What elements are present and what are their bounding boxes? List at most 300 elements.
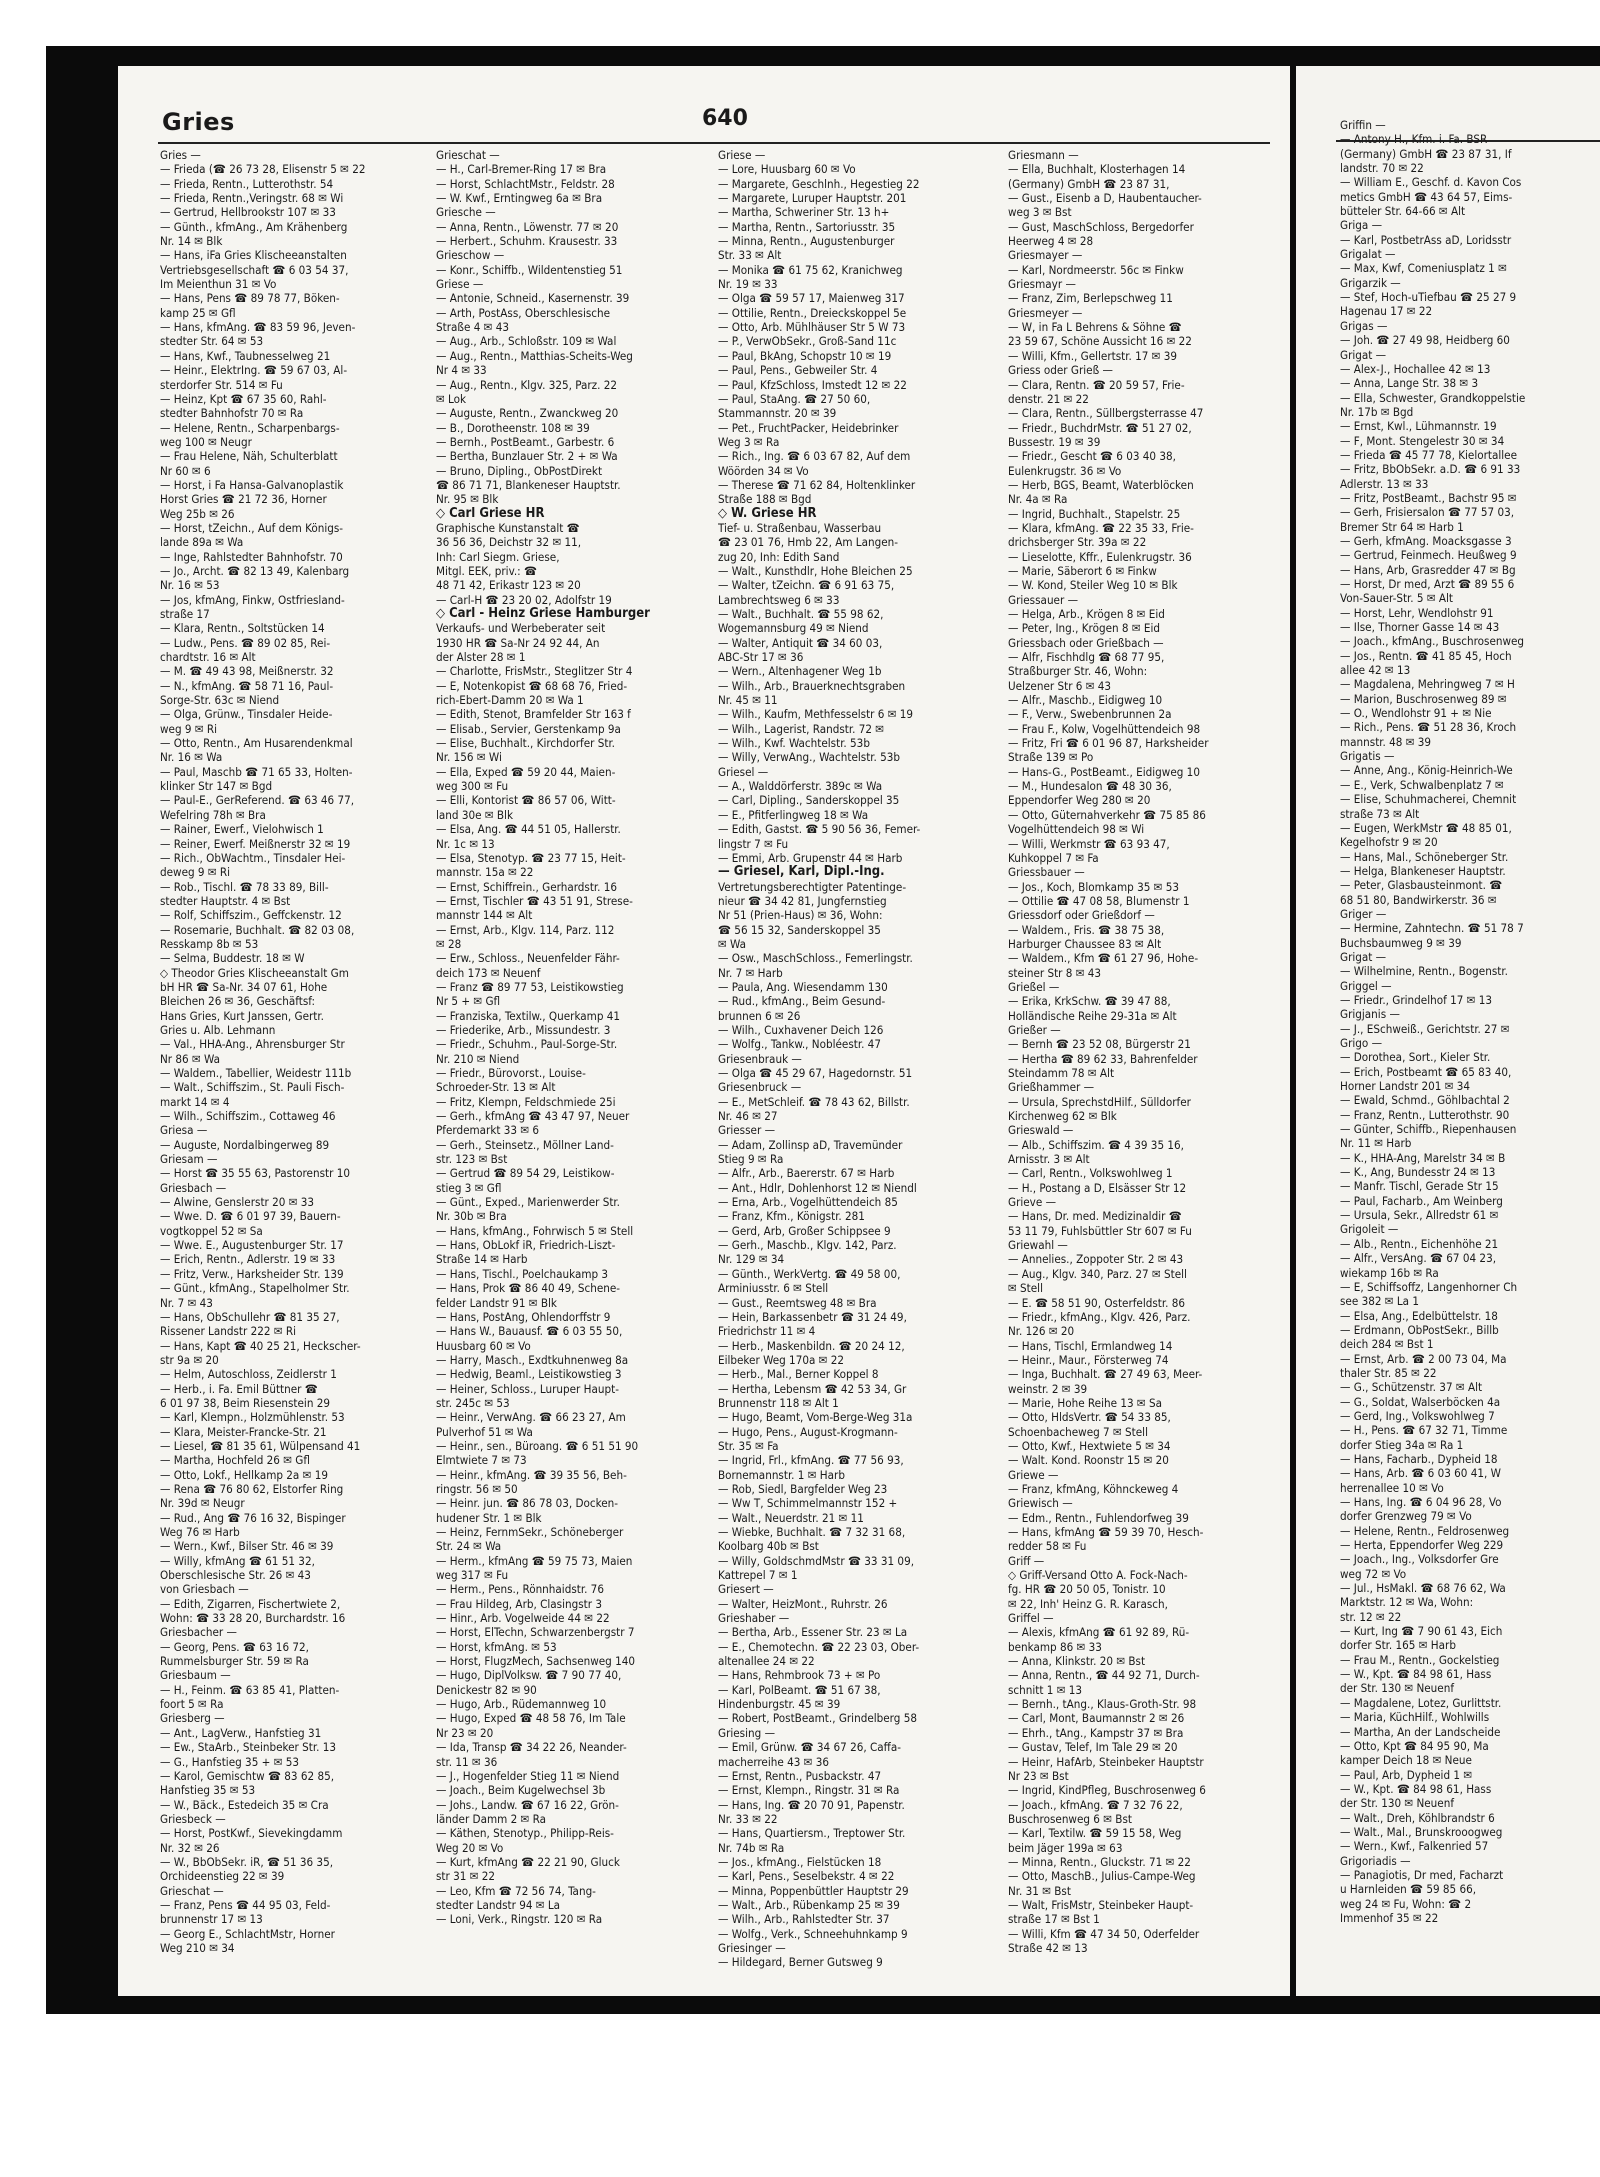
- directory-entry: zug 20, Inh: Edith Sand: [718, 549, 840, 564]
- directory-entry: Vertriebsgesellschaft ☎ 6 03 54 37,: [160, 262, 349, 277]
- directory-entry: — B., Dorotheenstr. 108 ✉ 39: [436, 420, 590, 435]
- directory-entry: — Manfr. Tischl, Gerade Str 15: [1340, 1179, 1499, 1194]
- directory-entry: — Aug., Rentn., Matthias-Scheits-Weg: [436, 348, 633, 363]
- directory-entry: — Hans, Prok ☎ 86 40 49, Schene-: [436, 1281, 621, 1296]
- directory-entry: — Ernst, Rentn., Pusbackstr. 47: [718, 1768, 882, 1783]
- directory-entry: — Martha, Rentn., Sartoriusstr. 35: [718, 219, 896, 234]
- directory-entry: Grigjanis —: [1340, 1007, 1400, 1022]
- directory-entry: — K., Ang, Bundesstr 24 ✉ 13: [1340, 1165, 1496, 1180]
- directory-entry: — Carl, Mont, Baumannstr 2 ✉ 26: [1008, 1711, 1185, 1726]
- directory-entry: — Joach., kfmAng. ☎ 7 32 76 22,: [1008, 1797, 1183, 1812]
- directory-entry: — Hans, ObLokf iR, Friedrich-Liszt-: [436, 1238, 616, 1253]
- directory-entry: — Ewald, Schmd., Göhlbachtal 2: [1340, 1093, 1510, 1108]
- directory-entry: — Franziska, Textilw., Querkamp 41: [436, 1008, 621, 1023]
- directory-entry: — Bernh., PostBeamt., Garbestr. 6: [436, 434, 615, 449]
- directory-entry: — Osw., MaschSchloss., Femerlingstr.: [718, 951, 913, 966]
- directory-entry: — Franz, Zim, Berlepschweg 11: [1008, 291, 1173, 306]
- directory-entry: — Walt., Buchhalt. ☎ 55 98 62,: [718, 607, 884, 621]
- directory-entry: — Hans, Arb. ☎ 6 03 60 41, W: [1340, 1466, 1501, 1481]
- directory-entry: — Maria, KüchHilf., Wohlwills: [1340, 1710, 1490, 1725]
- directory-entry: — Olga ☎ 45 29 67, Hagedornstr. 51: [718, 1066, 913, 1080]
- directory-entry: — Olga, Grünw., Tinsdaler Heide-: [160, 707, 333, 722]
- directory-entry: — Helm, Autoschloss, Zeidlerstr 1: [160, 1367, 337, 1382]
- directory-entry: 6 01 97 38, Beim Riesenstein 29: [160, 1395, 331, 1410]
- directory-entry: — Elsa, Stenotyp. ☎ 23 77 15, Heit-: [436, 850, 626, 865]
- directory-entry: Kirchenweg 62 ✉ Blk: [1008, 1109, 1117, 1124]
- directory-entry: Straße 188 ✉ Bgd: [718, 492, 812, 507]
- directory-entry: — Karol, Gemischtw ☎ 83 62 85,: [160, 1768, 335, 1783]
- directory-entry: — Fritz, Fri ☎ 6 01 96 87, Harksheider: [1008, 736, 1209, 751]
- directory-entry: deich 284 ✉ Bst 1: [1340, 1337, 1434, 1352]
- directory-entry: — Gust, MaschSchloss, Bergedorfer: [1008, 219, 1194, 234]
- directory-entry: Im Meienthun 31 ✉ Vo: [160, 277, 277, 292]
- directory-entry: see 382 ✉ La 1: [1340, 1294, 1419, 1309]
- directory-entry: Horner Landstr 201 ✉ 34: [1340, 1079, 1471, 1094]
- directory-entry: — Frieda, Rentn., Lutterothstr. 54: [160, 176, 334, 191]
- directory-entry: Straße 4 ✉ 43: [436, 320, 509, 335]
- directory-entry: — Edith, Stenot, Bramfelder Str 163 f: [436, 707, 631, 722]
- directory-entry: — Magdalena, Mehringweg 7 ✉ H: [1340, 677, 1515, 692]
- directory-entry: — Herm., Pens., Rönnhaidstr. 76: [436, 1582, 604, 1597]
- directory-entry: — Hans, Mal., Schöneberger Str.: [1340, 849, 1509, 864]
- directory-entry: — Hugo, Exped ☎ 48 58 76, Im Tale: [436, 1711, 626, 1726]
- directory-entry: Koolbarg 40b ✉ Bst: [718, 1539, 819, 1554]
- directory-entry: Griewe —: [1008, 1467, 1059, 1482]
- directory-entry: — Herbert., Schuhm. Krausestr. 33: [436, 234, 618, 249]
- directory-entry: — Waldem., Fris. ☎ 38 75 38,: [1008, 922, 1165, 937]
- directory-entry: der Str. 130 ✉ Neuenf: [1340, 1681, 1454, 1696]
- directory-entry: — Erw., Schloss., Neuenfelder Fähr-: [436, 951, 620, 966]
- directory-entry: — E, Notenkopist ☎ 68 68 76, Fried-: [436, 678, 628, 693]
- directory-entry: — Jos., kfmAng., Fielstücken 18: [718, 1854, 882, 1869]
- directory-entry: Rummelsburger Str. 59 ✉ Ra: [160, 1654, 309, 1669]
- directory-entry: — Horst, SchlachtMstr., Feldstr. 28: [436, 176, 615, 191]
- directory-entry: ringstr. 56 ✉ 50: [436, 1481, 518, 1496]
- directory-entry: — Willy, GoldschmdMstr ☎ 33 31 09,: [718, 1553, 915, 1568]
- directory-entry: bütteler Str. 64-66 ✉ Alt: [1340, 204, 1466, 219]
- directory-entry: Nr. 95 ✉ Blk: [436, 492, 499, 507]
- directory-entry: altenallee 24 ✉ 22: [718, 1654, 815, 1669]
- directory-entry: — Heinr., ElektrIng. ☎ 59 67 03, Al-: [160, 363, 348, 378]
- directory-entry: — Wolfg., Tankw., Nobléestr. 47: [718, 1037, 881, 1052]
- directory-entry: — Joach., Ing., Volksdorfer Gre: [1340, 1552, 1499, 1567]
- directory-entry: — Hans, Facharb., Dypheid 18: [1340, 1451, 1498, 1466]
- directory-entry: — Frau Helene, Näh, Schulterblatt: [160, 449, 338, 464]
- directory-entry: Sorge-Str. 63c ✉ Niend: [160, 693, 280, 708]
- directory-entry: — Herb., i. Fa. Emil Büttner ☎: [160, 1381, 318, 1396]
- directory-entry: — Gertrud, Feinmech. Heußweg 9: [1340, 548, 1517, 563]
- directory-entry: — Ww T, Schimmelmannstr 152 +: [718, 1496, 898, 1511]
- column-4: [1008, 148, 1284, 1976]
- directory-entry: länder Damm 2 ✉ Ra: [436, 1811, 546, 1826]
- directory-entry: — E., Pfitferlingweg 18 ✉ Wa: [718, 807, 869, 822]
- directory-entry: — Frau M., Rentn., Gockelstieg: [1340, 1652, 1500, 1667]
- directory-entry: — Emil, Grünw. ☎ 34 67 26, Caffa-: [718, 1740, 901, 1755]
- directory-entry: — Hertha ☎ 89 62 33, Bahrenfelder: [1008, 1051, 1198, 1066]
- directory-entry: — Ernst, Schiffrein., Gerhardstr. 16: [436, 879, 618, 894]
- directory-entry: Bussestr. 19 ✉ 39: [1008, 434, 1101, 449]
- directory-entry: — Otto, Kwf., Hextwiete 5 ✉ 34: [1008, 1438, 1171, 1453]
- directory-entry: Wefelring 78h ✉ Bra: [160, 807, 266, 822]
- directory-entry: — Kurt, Ing ☎ 7 90 61 43, Eich: [1340, 1624, 1503, 1639]
- directory-entry: — Rob., Tischl. ☎ 78 33 89, Bill-: [160, 879, 329, 894]
- directory-entry: Griesa —: [160, 1123, 208, 1138]
- directory-entry: Griessauer —: [1008, 592, 1079, 607]
- directory-entry: Griesmayr —: [1008, 277, 1076, 292]
- directory-entry: steiner Str 8 ✉ 43: [1008, 965, 1102, 980]
- directory-entry: — Jul., HsMakl. ☎ 68 76 62, Wa: [1340, 1581, 1506, 1596]
- directory-entry: — Elise, Schuhmacherei, Chemnit: [1340, 792, 1517, 807]
- directory-entry: — W. Kwf., Erntingweg 6a ✉ Bra: [436, 191, 603, 206]
- directory-entry: Immenhof 35 ✉ 22: [1340, 1910, 1439, 1925]
- directory-entry: — Marion, Buschrosenweg 89 ✉: [1340, 691, 1507, 706]
- directory-entry: Nr. 74b ✉ Ra: [718, 1840, 785, 1855]
- directory-entry: Nr. 14 ✉ Blk: [160, 234, 223, 249]
- directory-entry: — Paul, KfzSchloss, Imstedt 12 ✉ 22: [718, 377, 907, 392]
- directory-entry: — Alfr, Fischhdlg ☎ 68 77 95,: [1008, 650, 1165, 665]
- column-1: [160, 148, 426, 1976]
- directory-entry: Vogelhüttendeich 98 ✉ Wi: [1008, 822, 1145, 837]
- directory-entry: — Hugo, Beamt, Vom-Berge-Weg 31a: [718, 1410, 913, 1425]
- directory-entry: — Günth., WerkVertg. ☎ 49 58 00,: [718, 1266, 901, 1281]
- directory-entry: (Germany) GmbH ☎ 23 87 31,: [1008, 176, 1170, 191]
- directory-entry: — Bernh., tAng., Klaus-Groth-Str. 98: [1008, 1697, 1197, 1712]
- directory-entry: — Friedr., Grindelhof 17 ✉ 13: [1340, 992, 1492, 1007]
- directory-entry: — Frieda ☎ 45 77 78, Kielortallee: [1340, 447, 1518, 462]
- directory-entry: — Horst, tZeichn., Auf dem Königs-: [160, 520, 344, 535]
- directory-entry: Grigat —: [1340, 347, 1387, 362]
- directory-entry: Nr. 7 ✉ Harb: [718, 965, 783, 980]
- directory-entry: — Wilhelmine, Rentn., Bogenstr.: [1340, 964, 1508, 979]
- directory-entry: — Ingrid, Frl., kfmAng. ☎ 77 56 93,: [718, 1453, 904, 1468]
- directory-entry: land 30e ✉ Blk: [436, 807, 513, 822]
- directory-entry: — Frieda (☎ 26 73 28, Elisenstr 5 ✉ 22: [160, 162, 366, 177]
- directory-entry: — Joach., Beim Kugelwechsel 3b: [436, 1783, 606, 1798]
- directory-entry: — Ernst, Tischler ☎ 43 51 91, Strese-: [436, 893, 633, 908]
- directory-entry: — Frau Hildeg, Arb, Clasingstr 3: [436, 1596, 602, 1611]
- directory-entry: fg. HR ☎ 20 50 05, Tonistr. 10: [1008, 1582, 1166, 1597]
- directory-entry: der Alster 28 ✉ 1: [436, 650, 526, 665]
- directory-entry: Griesmayer —: [1008, 248, 1083, 263]
- directory-entry: — Edith, Zigarren, Fischertwiete 2,: [160, 1596, 341, 1611]
- directory-entry: — Ernst, Klempn., Ringstr. 31 ✉ Ra: [718, 1783, 900, 1798]
- directory-entry: mannstr. 15a ✉ 22: [436, 865, 534, 880]
- directory-entry: — William E., Geschf. d. Kavon Cos: [1340, 175, 1522, 190]
- directory-entry: — H., Postang a D, Elsässer Str 12: [1008, 1180, 1187, 1195]
- directory-entry: — Alex-J., Hochallee 42 ✉ 13: [1340, 361, 1491, 376]
- directory-entry: — Bernh ☎ 23 52 08, Bürgerstr 21: [1008, 1037, 1191, 1052]
- directory-entry: Grigatis —: [1340, 749, 1395, 764]
- directory-entry: ◇ Griff-Versand Otto A. Fock-Nach-: [1008, 1568, 1188, 1583]
- directory-entry: — Herb, BGS, Beamt, Waterblöcken: [1008, 477, 1194, 492]
- directory-entry: Str. 33 ✉ Alt: [718, 248, 782, 263]
- directory-entry: ◇ Carl Griese HR: [436, 505, 545, 521]
- directory-entry: — Hans, iFa Gries Klischeeanstalten: [160, 248, 347, 263]
- directory-entry: 48 71 42, Erikastr 123 ✉ 20: [436, 578, 581, 593]
- directory-entry: — G., Hanfstieg 35 + ✉ 53: [160, 1754, 300, 1769]
- directory-entry: Hindenburgstr. 45 ✉ 39: [718, 1697, 841, 1712]
- directory-entry: Grigat —: [1340, 949, 1387, 964]
- directory-entry: — Wilh., Cuxhavener Deich 126: [718, 1022, 884, 1037]
- directory-entry: — Elisab., Servier, Gerstenkamp 9a: [436, 721, 621, 736]
- directory-entry: — Erika, KrkSchw. ☎ 39 47 88,: [1008, 994, 1171, 1009]
- directory-entry: — Johs., Landw. ☎ 67 16 22, Grön-: [436, 1797, 619, 1812]
- directory-entry: — Edm., Rentn., Fuhlendorfweg 39: [1008, 1510, 1189, 1525]
- directory-entry: — Hugo, Pens., August-Krogmann-: [718, 1424, 898, 1439]
- directory-entry: Schoenbacheweg 7 ✉ Stell: [1008, 1424, 1148, 1439]
- directory-entry: — G., Soldat, Walserböcken 4a: [1340, 1394, 1501, 1409]
- directory-entry: Lambrechtsweg 6 ✉ 33: [718, 592, 840, 607]
- directory-entry: — Ant., Hdlr, Dohlenhorst 12 ✉ Niendl: [718, 1180, 917, 1195]
- directory-entry: — Margarete, Luruper Hauptstr. 201: [718, 191, 907, 206]
- directory-entry: brunnen 6 ✉ 26: [718, 1008, 801, 1023]
- directory-entry: — Hans, kfmAng. ☎ 83 59 96, Jeven-: [160, 320, 356, 335]
- directory-entry: — W., Kpt. ☎ 84 98 61, Hass: [1340, 1781, 1492, 1796]
- directory-entry: — Selma, Buddestr. 18 ✉ W: [160, 951, 305, 966]
- directory-entry: Griffel —: [1008, 1611, 1054, 1626]
- directory-entry: — Hans, kfmAng., Fohrwisch 5 ✉ Stell: [436, 1223, 634, 1238]
- directory-entry: benkamp 86 ✉ 33: [1008, 1639, 1102, 1654]
- directory-entry: Str. 35 ✉ Fa: [718, 1438, 779, 1453]
- directory-entry: Nr 23 ✉ 20: [436, 1725, 494, 1740]
- directory-entry: hudener Str. 1 ✉ Blk: [436, 1510, 542, 1525]
- directory-entry: — Hans, Ing. ☎ 6 04 96 28, Vo: [1340, 1495, 1502, 1509]
- directory-entry: Grigas —: [1340, 318, 1388, 333]
- directory-entry: — Paula, Ang. Wiesendamm 130: [718, 979, 888, 994]
- directory-entry: — Hans, Ing. ☎ 20 70 91, Papenstr.: [718, 1797, 905, 1812]
- directory-entry: — Wilh., Schiffszim., Cottaweg 46: [160, 1109, 336, 1124]
- directory-entry: — Paul, Pens., Gebweiler Str. 4: [718, 363, 878, 378]
- directory-entry: — Alfr., Maschb., Eidigweg 10: [1008, 693, 1163, 708]
- directory-entry: — Heinz, FernmSekr., Schöneberger: [436, 1525, 624, 1539]
- directory-entry: — Wiebke, Buchhalt. ☎ 7 32 31 68,: [718, 1525, 906, 1539]
- directory-entry: — Magdalene, Lotez, Gurlittstr.: [1340, 1695, 1502, 1710]
- directory-entry: — Klara, Rentn., Soltstücken 14: [160, 621, 325, 636]
- directory-entry: — Rob, Siedl, Bargfelder Weg 23: [718, 1481, 888, 1496]
- directory-entry: Buschrosenweg 6 ✉ Bst: [1008, 1811, 1132, 1826]
- directory-entry: (Germany) GmbH ☎ 23 87 31, If: [1340, 146, 1512, 161]
- directory-entry: Griesenbrauk —: [718, 1051, 802, 1066]
- directory-entry: — Wilh., Lagerist, Randstr. 72 ✉: [718, 721, 885, 736]
- directory-entry: — Peter, Glasbausteinmont. ☎: [1340, 878, 1503, 893]
- directory-entry: — Pet., FruchtPacker, Heidebrinker: [718, 420, 899, 435]
- directory-entry: — Paul-E., GerReferend. ☎ 63 46 77,: [160, 793, 355, 808]
- directory-entry: — Peter, Ing., Krögen 8 ✉ Eid: [1008, 621, 1161, 636]
- directory-entry: — Adam, Zollinsp aD, Travemünder: [718, 1137, 903, 1152]
- directory-entry: — Paul, StaAng. ☎ 27 50 60,: [718, 391, 871, 406]
- directory-entry: — Elsa, Ang., Edelbüttelstr. 18: [1340, 1308, 1498, 1323]
- directory-entry: — Ingrid, Buchhalt., Stapelstr. 25: [1008, 506, 1181, 521]
- directory-entry: — Otto, Kpt ☎ 84 95 90, Ma: [1340, 1738, 1489, 1753]
- directory-entry: Nr. 17b ✉ Bgd: [1340, 404, 1414, 419]
- directory-entry: — Ella, Buchhalt, Klosterhagen 14: [1008, 162, 1186, 177]
- directory-entry: — Heinr., VerwAng. ☎ 66 23 27, Am: [436, 1410, 626, 1425]
- directory-entry: weg 72 ✉ Vo: [1340, 1566, 1407, 1581]
- directory-entry: — Gertrud ☎ 89 54 29, Leistikow-: [436, 1166, 615, 1181]
- directory-entry: redder 58 ✉ Fu: [1008, 1539, 1087, 1554]
- directory-entry: — W. Kond, Steiler Weg 10 ✉ Blk: [1008, 578, 1178, 593]
- directory-entry: — Wilh., Arb., Rahlstedter Str. 37: [718, 1912, 890, 1927]
- directory-entry: Bornemannstr. 1 ✉ Harb: [718, 1467, 845, 1482]
- directory-entry: — Gustav, Telef, Im Tale 29 ✉ 20: [1008, 1740, 1178, 1755]
- directory-entry: Denickestr 82 ✉ 90: [436, 1682, 537, 1697]
- directory-entry: — Franz, Rentn., Lutterothstr. 90: [1340, 1107, 1510, 1122]
- directory-entry: Griesberg —: [160, 1711, 225, 1726]
- directory-entry: — Hans, PostAng, Ohlendorffstr 9: [436, 1309, 611, 1324]
- directory-entry: — Willi, Kfm., Gellertstr. 17 ✉ 39: [1008, 348, 1177, 363]
- directory-entry: — Friedr., Bürovorst., Louise-: [436, 1066, 586, 1080]
- directory-entry: — Karl, Pens., Seselbekstr. 4 ✉ 22: [718, 1869, 895, 1884]
- directory-entry: Nr 60 ✉ 6: [160, 463, 211, 478]
- directory-entry: — Hans, Rehmbrook 73 + ✉ Po: [718, 1668, 881, 1683]
- directory-entry: — Ella, Schwester, Grandkoppelstie: [1340, 390, 1526, 405]
- directory-entry: — Joach., kfmAng., Buschrosenweg: [1340, 634, 1525, 649]
- directory-entry: Griffin —: [1340, 118, 1386, 132]
- directory-entry: ◇ W. Griese HR: [718, 505, 817, 521]
- directory-entry: Griesmeyer —: [1008, 305, 1083, 320]
- directory-entry: — Marie, Säberort 6 ✉ Finkw: [1008, 563, 1157, 578]
- directory-entry: Arminiusstr. 6 ✉ Stell: [718, 1281, 829, 1296]
- directory-entry: ✉ 28: [436, 936, 462, 951]
- directory-entry: allee 42 ✉ 13: [1340, 663, 1411, 678]
- directory-entry: Eulenkrugstr. 36 ✉ Vo: [1008, 463, 1122, 478]
- directory-entry: — Ursula, Sekr., Allredstr 61 ✉: [1340, 1208, 1499, 1223]
- directory-entry: — M. ☎ 49 43 98, Meißnerstr. 32: [160, 664, 334, 679]
- directory-entry: bH HR ☎ Sa-Nr. 34 07 61, Hohe: [160, 979, 328, 994]
- directory-entry: Heerweg 4 ✉ 28: [1008, 234, 1094, 249]
- directory-entry: thaler Str. 85 ✉ 22: [1340, 1365, 1437, 1380]
- directory-entry: Weg 76 ✉ Harb: [160, 1525, 240, 1539]
- directory-entry: — Horst, Lehr, Wendlohstr 91: [1340, 605, 1494, 620]
- directory-entry: — Erna, Arb., Vogelhüttendeich 85: [718, 1195, 898, 1210]
- directory-entry: — P., VerwObSekr., Groß-Sand 11c: [718, 334, 897, 349]
- directory-entry: herrenallee 10 ✉ Vo: [1340, 1480, 1444, 1495]
- directory-entry: — Otto, HldsVertr. ☎ 54 33 85,: [1008, 1410, 1171, 1425]
- directory-entry: Nr. 210 ✉ Niend: [436, 1051, 520, 1066]
- directory-entry: — Friedr., Schuhm., Paul-Sorge-Str.: [436, 1037, 618, 1052]
- directory-entry: — Walter, Antiquit ☎ 34 60 03,: [718, 635, 883, 650]
- directory-entry: Str. 24 ✉ Wa: [436, 1539, 502, 1554]
- directory-entry: dorfer Stieg 34a ✉ Ra 1: [1340, 1437, 1464, 1452]
- directory-entry: weinstr. 2 ✉ 39: [1008, 1381, 1088, 1396]
- directory-entry: stedter Hauptstr. 4 ✉ Bst: [160, 893, 291, 908]
- directory-entry: felder Landstr 91 ✉ Blk: [436, 1295, 557, 1310]
- directory-page-left: [118, 66, 1290, 1996]
- directory-entry: — Otto, Arb. Mühlhäuser Str 5 W 73: [718, 320, 906, 335]
- directory-entry: — Rena ☎ 76 80 62, Elstorfer Ring: [160, 1481, 344, 1496]
- directory-entry: — Walt., Neuerdstr. 21 ✉ 11: [718, 1510, 864, 1525]
- directory-entry: — Ludw., Pens. ☎ 89 02 85, Rei-: [160, 635, 331, 650]
- directory-entry: str. 11 ✉ 36: [436, 1754, 498, 1769]
- directory-entry: — Ehrh., tAng., Kampstr 37 ✉ Bra: [1008, 1725, 1184, 1740]
- directory-entry: Buchsbaumweg 9 ✉ 39: [1340, 935, 1462, 950]
- directory-entry: — Carl, Dipling., Sanderskoppel 35: [718, 793, 900, 808]
- directory-entry: — Otto, Güternahverkehr ☎ 75 85 86: [1008, 807, 1206, 822]
- directory-entry: Griesche —: [436, 205, 496, 220]
- directory-entry: Rissener Landstr 222 ✉ Ri: [160, 1324, 297, 1339]
- directory-entry: Griger —: [1340, 906, 1387, 921]
- directory-entry: — Paul, Maschb ☎ 71 65 33, Holten-: [160, 764, 353, 779]
- directory-entry: Grieschow —: [436, 248, 505, 263]
- directory-entry: — Rud., Ang ☎ 76 16 32, Bispinger: [160, 1510, 346, 1525]
- directory-entry: — Rolf, Schiffszim., Geffckenstr. 12: [160, 908, 342, 923]
- directory-entry: — Hans-G., PostBeamt., Eidigweg 10: [1008, 764, 1200, 779]
- directory-entry: — Horst, Dr med, Arzt ☎ 89 55 6: [1340, 577, 1515, 591]
- directory-entry: — Gerh, kfmAng. Moacksgasse 3: [1340, 533, 1512, 548]
- directory-entry: — Walt. Kond. Roonstr 15 ✉ 20: [1008, 1453, 1169, 1468]
- directory-entry: Griga —: [1340, 218, 1383, 233]
- directory-entry: — Ottilie, Rentn., Dreieckskoppel 5e: [718, 305, 907, 320]
- directory-entry: Grießhammer —: [1008, 1080, 1095, 1095]
- directory-entry: — Klara, kfmAng. ☎ 22 35 33, Frie-: [1008, 520, 1194, 535]
- directory-entry: — Ew., StaArb., Steinbeker Str. 13: [160, 1740, 336, 1755]
- directory-entry: Grieswald —: [1008, 1123, 1074, 1138]
- directory-entry: — Hugo, DiplVolksw. ☎ 7 90 77 40,: [436, 1668, 622, 1683]
- directory-entry: — Erich, Postbeamt ☎ 65 83 40,: [1340, 1064, 1512, 1079]
- directory-entry: — Jo., Archt. ☎ 82 13 49, Kalenbarg: [160, 563, 350, 578]
- directory-entry: — Ernst, Arb. ☎ 2 00 73 04, Ma: [1340, 1351, 1507, 1366]
- directory-entry: Griese —: [718, 148, 766, 162]
- directory-entry: — N., kfmAng. ☎ 58 71 16, Paul-: [160, 678, 334, 693]
- directory-entry: — Charlotte, FrisMstr., Steglitzer Str 4: [436, 664, 633, 679]
- directory-entry: Griese —: [436, 277, 484, 292]
- directory-entry: — Rud., kfmAng., Beim Gesund-: [718, 994, 886, 1009]
- directory-entry: — Heinr, HafArb, Steinbeker Hauptstr: [1008, 1754, 1204, 1769]
- directory-entry: ☎ 86 71 71, Blankeneser Hauptstr.: [436, 477, 621, 492]
- directory-entry: — Eugen, WerkMstr ☎ 48 85 01,: [1340, 820, 1512, 835]
- directory-entry: — Karl, Textilw. ☎ 59 15 58, Weg: [1008, 1826, 1182, 1841]
- directory-entry: Weg 25b ✉ 26: [160, 506, 235, 521]
- directory-entry: weg 3 ✉ Bst: [1008, 205, 1072, 220]
- directory-entry: Tief- u. Straßenbau, Wasserbau: [718, 520, 882, 535]
- directory-entry: Grigo —: [1340, 1036, 1383, 1050]
- directory-entry: Nr 86 ✉ Wa: [160, 1051, 220, 1066]
- directory-entry: — Hans W., Bauausf. ☎ 6 03 55 50,: [436, 1324, 623, 1339]
- directory-entry: — Alfr., Arb., Baererstr. 67 ✉ Harb: [718, 1166, 895, 1181]
- directory-entry: str 9a ✉ 20: [160, 1352, 219, 1367]
- directory-entry: — Horst ☎ 35 55 63, Pastorenstr 10: [160, 1166, 350, 1181]
- directory-entry: — Gerd, Ing., Volkswohlweg 7: [1340, 1408, 1495, 1423]
- directory-entry: Stammannstr. 20 ✉ 39: [718, 406, 837, 421]
- directory-entry: — Georg, Pens. ☎ 63 16 72,: [160, 1639, 309, 1654]
- directory-entry: — Hein, Barkassenbetr ☎ 31 24 49,: [718, 1309, 907, 1324]
- directory-entry: — K., HHA-Ang, Marelstr 34 ✉ B: [1340, 1150, 1506, 1165]
- directory-entry: Nr. 46 ✉ 27: [718, 1109, 778, 1124]
- directory-entry: rich-Ebert-Damm 20 ✉ Wa 1: [436, 693, 584, 708]
- directory-entry: Gries —: [160, 148, 201, 162]
- column-2: [436, 148, 706, 1976]
- directory-entry: — G., Schützenstr. 37 ✉ Alt: [1340, 1380, 1483, 1395]
- directory-entry: — Loni, Verk., Ringstr. 120 ✉ Ra: [436, 1912, 603, 1927]
- directory-entry: — Monika ☎ 61 75 62, Kranichweg: [718, 262, 903, 277]
- directory-entry: — Minna, Poppenbüttler Hauptstr 29: [718, 1883, 909, 1898]
- directory-entry: Nr 51 (Prien-Haus) ✉ 36, Wohn:: [718, 908, 883, 923]
- directory-entry: — Heinr., sen., Büroang. ☎ 6 51 51 90: [436, 1438, 639, 1453]
- directory-entry: weg 317 ✉ Fu: [436, 1568, 509, 1583]
- directory-entry: — Hans, Tischl, Ermlandweg 14: [1008, 1338, 1173, 1353]
- directory-entry: Griewahl —: [1008, 1238, 1068, 1253]
- directory-entry: — Horst, FlugzMech, Sachsenweg 140: [436, 1654, 636, 1669]
- directory-entry: Vertretungsberechtigter Patentinge-: [718, 879, 907, 894]
- directory-entry: — Wern., Altenhagener Weg 1b: [718, 664, 882, 679]
- directory-entry: ✉ Wa: [718, 936, 747, 951]
- directory-entry: — Herta, Eppendorfer Weg 229: [1340, 1538, 1504, 1553]
- directory-entry: — Herm., kfmAng ☎ 59 75 73, Maien: [436, 1553, 633, 1568]
- directory-entry: Eilbeker Weg 170a ✉ 22: [718, 1352, 844, 1367]
- directory-entry: — Fritz, BbObSekr. a.D. ☎ 6 91 33: [1340, 462, 1521, 477]
- directory-entry: ✉ 22, Inh' Heinz G. R. Karasch,: [1008, 1596, 1168, 1611]
- directory-entry: Griesmann —: [1008, 148, 1079, 162]
